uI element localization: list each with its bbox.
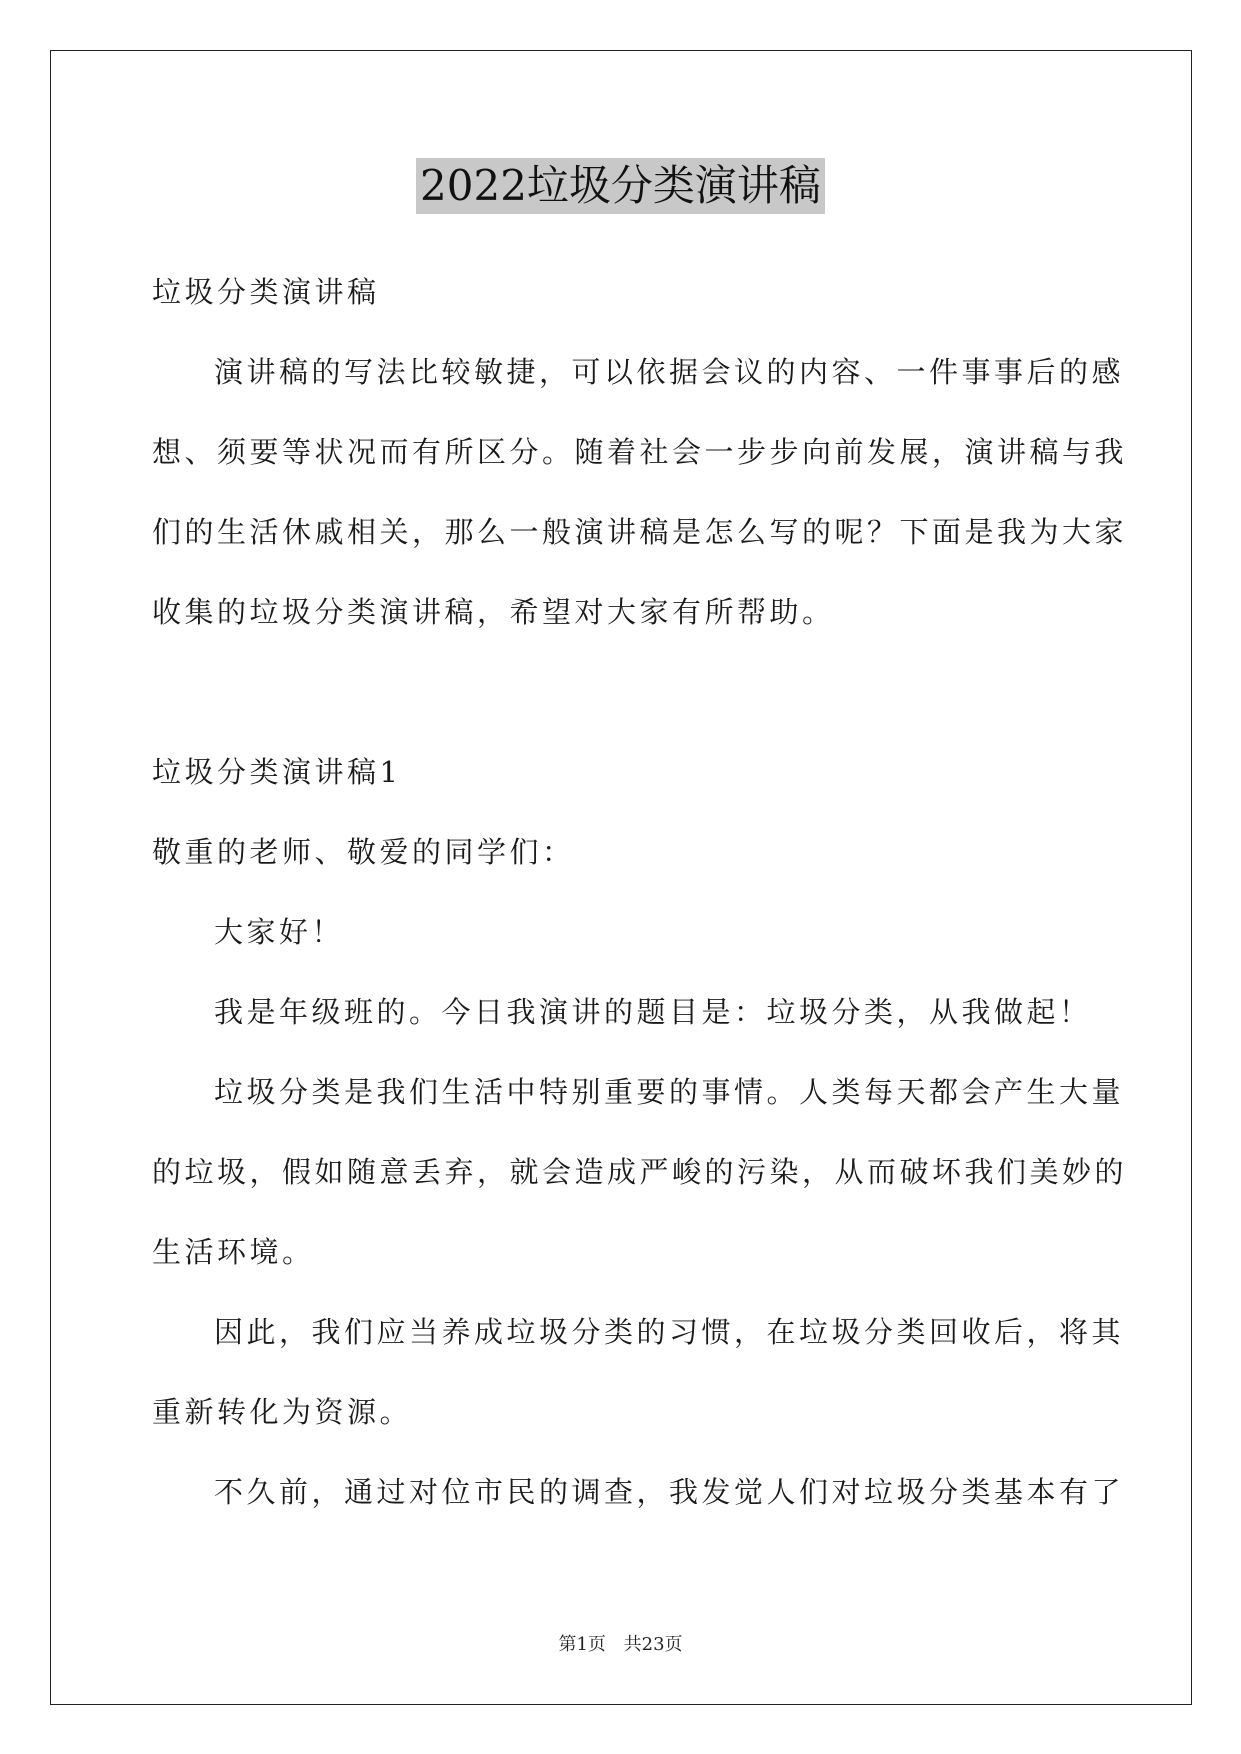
subtitle-line: 垃圾分类演讲稿 — [152, 275, 380, 309]
paragraph-line: 垃圾分类是我们生活中特别重要的事情。人类每天都会产生大量 — [214, 1075, 1125, 1109]
page-total: 共23页 — [623, 1634, 683, 1655]
paragraph-line: 想、须要等状况而有所区分。随着社会一步步向前发展，演讲稿与我 — [152, 435, 1128, 469]
paragraph-line: 生活环境。 — [152, 1235, 315, 1269]
greeting-line: 大家好！ — [214, 915, 345, 949]
paragraph-line: 我是年级班的。今日我演讲的题目是：垃圾分类，从我做起！ — [214, 995, 1092, 1029]
salutation-line: 敬重的老师、敬爱的同学们： — [152, 835, 575, 869]
paragraph-line: 重新转化为资源。 — [152, 1395, 413, 1429]
paragraph-line: 收集的垃圾分类演讲稿，希望对大家有所帮助。 — [152, 595, 835, 629]
paragraph-line: 不久前，通过对位市民的调查，我发觉人们对垃圾分类基本有了 — [214, 1475, 1125, 1509]
paragraph-line: 演讲稿的写法比较敏捷，可以依据会议的内容、一件事事后的感 — [214, 355, 1125, 389]
paragraph-line: 们的生活休戚相关，那么一般演讲稿是怎么写的呢？下面是我为大家 — [152, 515, 1128, 549]
paragraph-line: 因此，我们应当养成垃圾分类的习惯，在垃圾分类回收后，将其 — [214, 1315, 1125, 1349]
paragraph-line: 的垃圾，假如随意丢弃，就会造成严峻的污染，从而破坏我们美妙的 — [152, 1155, 1128, 1189]
page-number: 第1页 — [558, 1634, 606, 1655]
section-heading: 垃圾分类演讲稿1 — [152, 755, 402, 789]
document-title: 2022垃圾分类演讲稿 — [416, 158, 825, 214]
title-container — [0, 158, 1241, 214]
page-footer — [0, 1633, 1241, 1657]
